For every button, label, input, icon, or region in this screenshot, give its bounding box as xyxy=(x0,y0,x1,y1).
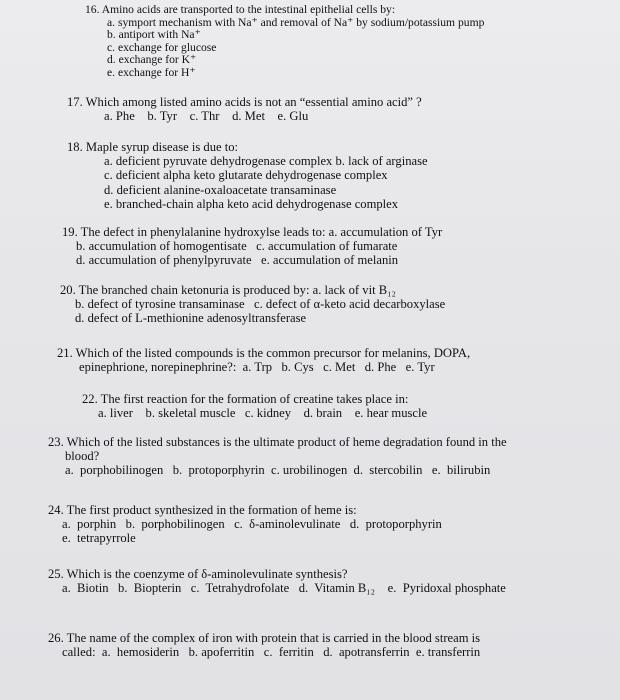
option: d. defect of L-methionine adenosyltransferase xyxy=(75,311,307,326)
question-number: 19. xyxy=(62,225,78,239)
option: d. accumulation of phenylpyruvate e. accumulation of melanin xyxy=(76,253,399,268)
option: e. exchange for H⁺ xyxy=(107,65,196,79)
question-stem: The name of the complex of iron with protein that is carried in the blood stream is xyxy=(66,631,481,645)
option: c. exchange for glucose xyxy=(107,40,217,54)
question-stem: The first product synthesized in the formation of heme is: xyxy=(66,503,357,517)
option: a. deficient pyruvate dehydrogenase complex b. lack of arginase xyxy=(104,154,428,169)
question-number: 18. xyxy=(67,140,83,154)
question-stem: Maple syrup disease is due to: xyxy=(85,140,239,154)
option: b. antiport with Na⁺ xyxy=(107,28,201,42)
option: e. tetrapyrrole xyxy=(62,531,136,546)
question-number: 26. xyxy=(48,631,64,645)
question-stem: Which of the listed substances is the ultimate product of heme degradation found in the xyxy=(66,435,507,449)
option: epinephrione, norepinephrine?: a. Trp b. Cys c. Met d. Phe e. Tyr xyxy=(79,360,435,375)
question-21 xyxy=(57,346,470,374)
question-number: 23. xyxy=(48,435,64,449)
option: a. symport mechanism with Na⁺ and removal of Na⁺ by sodium/potassium pump xyxy=(107,15,485,29)
question-23 xyxy=(48,435,507,478)
option: a. porphin b. porphobilinogen c. δ-aminolevulinate d. protoporphyrin xyxy=(62,517,442,532)
option: c. deficient alpha keto glutarate dehydrogenase complex xyxy=(104,168,388,183)
question-stem: The branched chain ketonuria is produced by: a. lack of vit B₁₂ xyxy=(78,283,396,297)
question-20 xyxy=(60,283,445,326)
question-18 xyxy=(67,140,428,211)
question-24 xyxy=(48,503,442,546)
option: b. accumulation of homogentisate c. accumulation of fumarate xyxy=(76,239,398,254)
option-row: a. Phe b. Tyr c. Thr d. Met e. Glu xyxy=(104,109,309,124)
option: a. porphobilinogen b. protoporphyrin c. urobilinogen d. stercobilin e. bilirubin xyxy=(65,463,491,478)
question-19 xyxy=(62,225,442,268)
question-number: 24. xyxy=(48,503,64,517)
question-number: 16. xyxy=(85,3,100,16)
question-stem: The defect in phenylalanine hydroxylse leads to: a. accumulation of Tyr xyxy=(80,225,443,239)
option: called: a. hemosiderin b. apoferritin c. ferritin d. apotransferrin e. transferrin xyxy=(62,645,481,660)
question-stem: Which is the coenzyme of δ-aminolevulinate synthesis? xyxy=(66,567,348,581)
option: d. deficient alanine-oxaloacetate transaminase xyxy=(104,182,337,197)
question-number: 20. xyxy=(60,283,76,297)
question-stem: Which among listed amino acids is not an “essential amino acid” ? xyxy=(85,95,422,109)
question-stem: Amino acids are transported to the intestinal epithelial cells by: xyxy=(101,3,396,16)
question-17 xyxy=(67,95,422,123)
question-number: 17. xyxy=(67,95,83,109)
option: d. exchange for K⁺ xyxy=(107,53,197,67)
question-number: 22. xyxy=(82,392,98,406)
option: b. defect of tyrosine transaminase c. defect of α-keto acid decarboxylase xyxy=(75,297,446,312)
option-row: a. liver b. skeletal muscle c. kidney d. brain e. hear muscle xyxy=(98,406,428,421)
question-22 xyxy=(82,392,427,420)
question-stem: The first reaction for the formation of creatine takes place in: xyxy=(100,392,409,406)
option-row: a. Biotin b. Biopterin c. Tetrahydrofolate d. Vitamin B₁₂ e. Pyridoxal phosphate xyxy=(62,581,506,596)
option: e. branched-chain alpha keto acid dehydrogenase complex xyxy=(104,196,399,211)
question-number: 25. xyxy=(48,567,64,581)
question-number: 21. xyxy=(57,346,73,360)
question-16 xyxy=(85,4,484,80)
option: blood? xyxy=(65,449,100,464)
question-25 xyxy=(48,567,506,595)
question-stem: Which of the listed compounds is the common precursor for melanins, DOPA, xyxy=(75,346,471,360)
question-26 xyxy=(48,631,480,659)
